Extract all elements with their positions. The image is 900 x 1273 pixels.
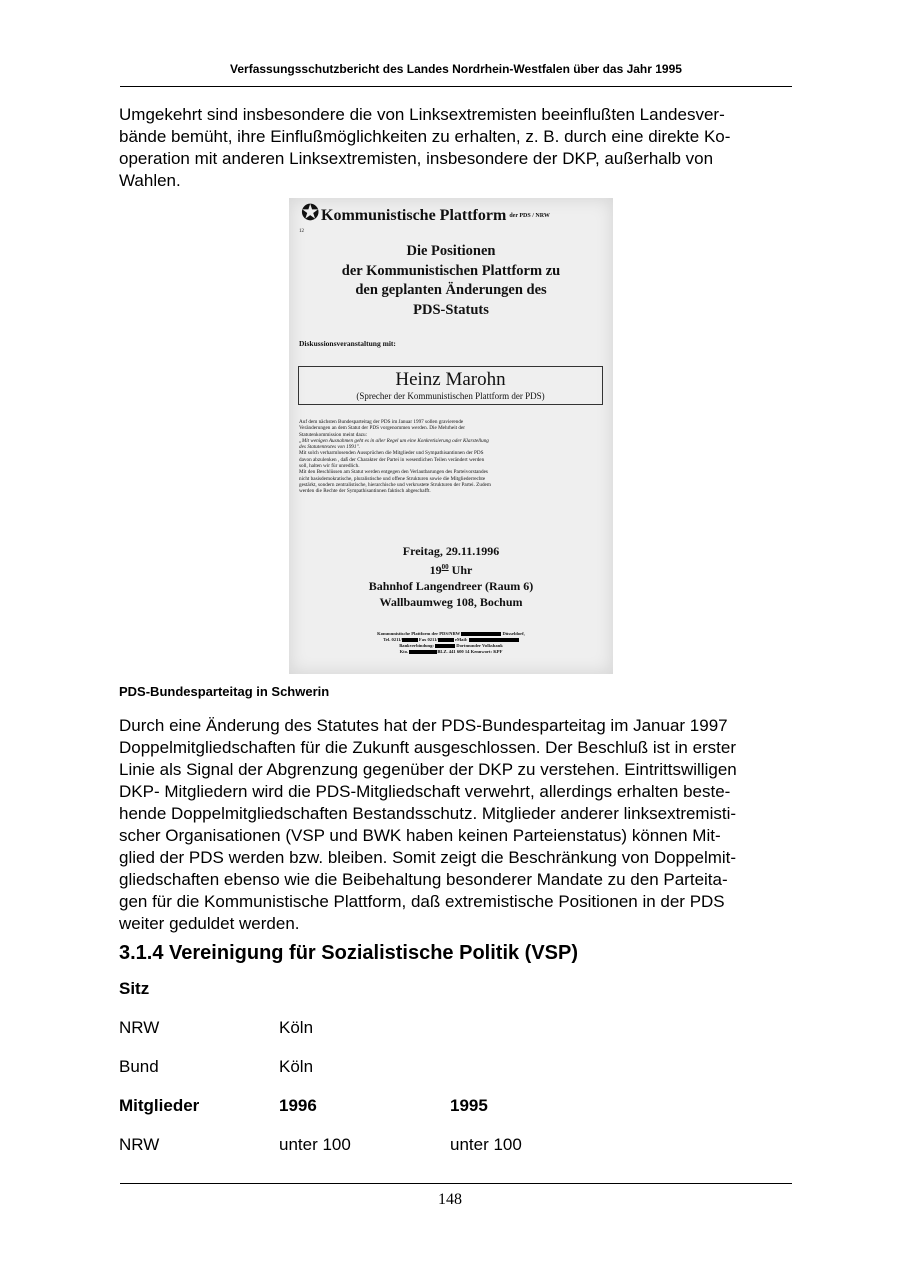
members-label: Mitglieder — [119, 1096, 200, 1115]
flyer-body-line: Mit solch verharmlosenden Aussprüchen die Mitglieder und Sympathisantinnen der PDS — [299, 450, 484, 457]
text-line: hende Doppelmitgliedschaften Bestandsschutz. Mitglieder anderer linksextremisti- — [119, 804, 737, 823]
flyer-footer-line: Tel. 0211/ Fax 0211/ eMail: — [289, 637, 613, 643]
intro-paragraph — [119, 104, 791, 192]
text-line: glied der PDS werden bzw. bleiben. Somit zeigt die Beschränkung von Doppelmit- — [119, 848, 737, 867]
flyer-body-line: Auf dem nächsten Bundesparteitag der PDS im Januar 1997 sollen gravierende — [299, 419, 464, 425]
members-1995-value: unter 100 — [450, 1135, 522, 1154]
flyer-footer-line: Kommunistische Plattform der PDS/NRW Düsseldorf, — [377, 631, 525, 636]
members-1996-value: unter 100 — [279, 1135, 351, 1154]
headline-line: Die Positionen — [406, 243, 496, 259]
text-line: Umgekehrt sind insbesondere die von Linksextremisten beeinflußten Landesver- — [119, 105, 725, 124]
header-rule — [120, 86, 792, 87]
flyer-body-line: soll, halten wir für unredlich. — [299, 463, 360, 470]
flyer-event-address: Wallbaumweg 108, Bochum — [379, 595, 523, 609]
text-line: scher Organisationen (VSP und BWK haben keinen Parteienstatus) können Mit- — [119, 826, 721, 845]
flyer-speaker-role: (Sprecher der Kommunistischen Plattform der PDS) — [356, 391, 545, 401]
flyer-image — [289, 198, 613, 674]
flyer-body-text — [299, 419, 579, 495]
flyer-body-line: Mit den Beschlüssen am Statut werden entgegen den Verlautbarungen des Parteivorstandes — [299, 469, 488, 476]
page-number: 148 — [438, 1191, 462, 1208]
text-line: gliedschaften ebenso wie die Beibehaltung besonderer Mandate zu den Parteita- — [119, 870, 728, 889]
flyer-speaker-box — [298, 366, 603, 405]
section-heading: 3.1.4 Vereinigung für Sozialistische Politik (VSP) — [119, 942, 579, 964]
flyer-footer — [289, 631, 613, 655]
flyer-body-line: davon abzulenken , daß der Charakter der Partei in wesentlichen Teilen verändert werden — [299, 456, 485, 463]
text-line: Doppelmitgliedschaften für die Zukunft ausgeschlossen. Der Beschluß ist in erster — [119, 738, 737, 757]
sitz-region: NRW — [119, 1018, 160, 1037]
flyer-brand: Kommunistische Plattform der PDS / NRW — [321, 207, 550, 224]
flyer-discussion-label: Diskussionsveranstaltung mit: — [299, 339, 396, 348]
flyer-issue-number: 12 — [299, 229, 304, 234]
flyer-body-line: nicht basisdemokratische, pluralistische und offene Strukturen sowie die Mitgliederrechte — [299, 475, 486, 482]
flyer-body-line: Statutenkommission meint dazu: — [299, 431, 368, 438]
flyer-body-line: werden die Rechte der Sympathisantinnen faktisch abgeschafft. — [299, 488, 431, 495]
flyer-event-date: Freitag, 29.11.1996 — [402, 544, 500, 558]
flyer-event-venue: Bahnhof Langendreer (Raum 6) — [368, 579, 534, 593]
flyer-speaker-name: Heinz Marohn — [395, 369, 506, 390]
text-line: DKP- Mitgliedern wird die PDS-Mitgliedschaft verwehrt, allerdings erhalten beste- — [119, 782, 731, 801]
flyer-footer-line: Bankverbindung: Dortmunder Volksbank — [399, 643, 503, 648]
footer-rule — [120, 1183, 792, 1184]
text-line: gen für die Kommunistische Plattform, daß extremistische Positionen in der PDS — [119, 892, 725, 911]
flyer-event — [289, 543, 613, 610]
flyer-brand-suffix: der PDS / NRW — [509, 213, 550, 220]
flyer-footer-line: Kto. BLZ. 441 600 14 Kennwort: KPF — [399, 649, 503, 654]
headline-line: der Kommunistischen Plattform zu — [341, 262, 561, 279]
sitz-value: Köln — [279, 1057, 314, 1076]
text-line: Durch eine Änderung des Statutes hat der PDS-Bundesparteitag im Januar 1997 — [119, 716, 728, 735]
flyer-body-line: „Mit wenigen Ausnahmen geht es in aller Regel um eine Konkretisierung oder Klarstellung — [299, 437, 489, 444]
flyer-body-line: Veränderungen an dem Statut der PDS vorgenommen werden. Die Mehrheit der — [299, 425, 466, 432]
headline-line: den geplanten Änderungen des — [355, 282, 547, 298]
running-header: Verfassungsschutzbericht des Landes Nordrhein-Westfalen über das Jahr 1995 — [230, 62, 682, 76]
text-line: operation mit anderen Linksextremisten, insbesondere der DKP, außerhalb von — [119, 149, 714, 168]
sitz-region: Bund — [119, 1057, 159, 1076]
sitz-value: Köln — [279, 1018, 314, 1037]
flyer-headline — [289, 242, 613, 320]
star-icon: ✪ — [301, 200, 320, 225]
text-line: Wahlen. — [119, 171, 181, 190]
image-caption: PDS-Bundesparteitag in Schwerin — [119, 684, 330, 699]
main-paragraph — [119, 715, 791, 935]
text-line: bände bemüht, ihre Einflußmöglichkeiten zu erhalten, z. B. durch eine direkte Ko- — [119, 127, 731, 146]
headline-line: PDS-Statuts — [413, 301, 489, 318]
flyer-body-line: des Statutentextes von 1991". — [299, 444, 360, 451]
flyer-body-line: gestärkt, sondern zentralistische, hierarchische und verkrustete Strukturen der Partei. Zudem — [299, 481, 491, 488]
members-region: NRW — [119, 1135, 160, 1154]
sitz-label: Sitz — [119, 979, 150, 998]
year-1996-header: 1996 — [279, 1096, 317, 1115]
year-1995-header: 1995 — [450, 1096, 488, 1115]
text-line: Linie als Signal der Abgrenzung gegenüber der DKP zu verstehen. Eintrittswilligen — [119, 760, 737, 779]
flyer-event-time: $19^{00}$ Uhr — [429, 563, 473, 577]
text-line: weiter geduldet werden. — [119, 914, 300, 933]
